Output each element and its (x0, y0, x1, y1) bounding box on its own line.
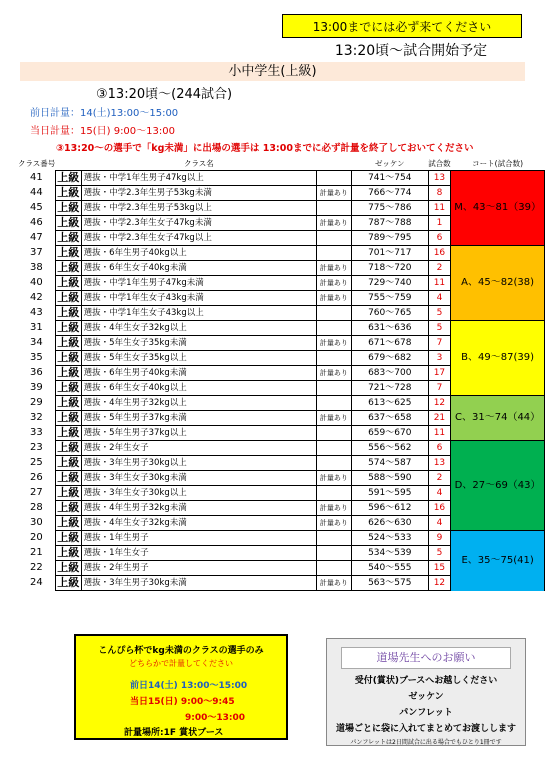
class-name: 選抜・中学1年生女子43kg未満 (81, 291, 316, 306)
class-name: 選抜・3年生女子30kg未満 (81, 471, 316, 486)
header-class-no: クラス番号 (18, 159, 56, 169)
weigh-box-title: こんぴら杯でkg未満のクラスの選手のみ (98, 646, 264, 656)
match-count: 3 (428, 351, 451, 366)
level-label: 上級 (57, 471, 80, 484)
class-name: 選抜・中学2.3年生男子53kg以上 (81, 201, 316, 216)
weigh-label (317, 306, 352, 321)
zekken-range: 631～636 (351, 321, 428, 336)
level-label: 上級 (57, 366, 80, 379)
match-count: 11 (428, 201, 451, 216)
request-note: パンフレットは2日間試合に出る場合でもひとり1冊です (350, 739, 502, 746)
weigh-label: 計量あり (317, 501, 352, 516)
level-label: 上級 (57, 201, 80, 214)
zekken-range: 556～562 (351, 441, 428, 456)
header-count: 試合数 (428, 159, 451, 168)
match-count: 21 (428, 411, 451, 426)
zekken-range: 789～795 (351, 231, 428, 246)
weigh-label (317, 456, 352, 471)
match-count: 4 (428, 291, 451, 306)
class-name: 選抜・中学2.3年生女子47kg以上 (81, 231, 316, 246)
weigh-label (317, 381, 352, 396)
level-label: 上級 (57, 291, 80, 304)
class-name: 選抜・5年生男子37kg未満 (81, 411, 316, 426)
match-count: 7 (428, 336, 451, 351)
weigh-label (317, 351, 352, 366)
zekken-range: 683～700 (351, 366, 428, 381)
zekken-range: 591～595 (351, 486, 428, 501)
class-no: 43 (30, 307, 43, 318)
table-row (18, 441, 545, 456)
request-box-title: 道場先生へのお願い (341, 647, 511, 669)
class-no: 47 (30, 232, 43, 243)
dojo-request-box (326, 638, 526, 746)
class-table-wrap (18, 158, 545, 591)
weigh-label: 計量あり (317, 276, 352, 291)
zekken-range: 659～670 (351, 426, 428, 441)
weigh-label: 計量あり (317, 261, 352, 276)
match-count: 12 (428, 396, 451, 411)
class-table (18, 158, 545, 591)
class-name: 選抜・中学1年生男子47kg以上 (81, 171, 316, 186)
class-name: 選抜・4年生女子32kg未満 (81, 516, 316, 531)
level-label: 上級 (57, 516, 80, 529)
zekken-range: 775～786 (351, 201, 428, 216)
class-name: 選抜・5年生女子35kg以上 (81, 351, 316, 366)
zekken-range: 760～765 (351, 306, 428, 321)
class-name: 選抜・3年生男子30kg未満 (81, 576, 316, 591)
zekken-range: 637～658 (351, 411, 428, 426)
zekken-range: 787～788 (351, 216, 428, 231)
zekken-range: 613～625 (351, 396, 428, 411)
table-row (18, 396, 545, 411)
table-row (18, 246, 545, 261)
zekken-range: 679～682 (351, 351, 428, 366)
request-line-2: ゼッケン (408, 692, 444, 702)
class-name: 選抜・6年生男子40kg未満 (81, 366, 316, 381)
match-count: 2 (428, 471, 451, 486)
level-label: 上級 (57, 186, 80, 199)
header-class-name: クラス名 (183, 159, 214, 168)
weigh-label: 計量あり (317, 366, 352, 381)
weigh-box-subtitle: どちらかで計量してください (129, 659, 233, 668)
match-count: 13 (428, 171, 451, 186)
zekken-range: 755～759 (351, 291, 428, 306)
class-name: 選抜・中学1年生女子43kg以上 (81, 306, 316, 321)
class-no: 42 (30, 292, 43, 303)
weigh-label (317, 441, 352, 456)
zekken-range: 626～630 (351, 516, 428, 531)
class-no: 29 (30, 397, 43, 408)
court-cell: B、49～87(39) (451, 321, 545, 396)
zekken-range: 741～754 (351, 171, 428, 186)
level-label: 上級 (57, 396, 80, 409)
match-count: 1 (428, 216, 451, 231)
class-no: 23 (30, 442, 43, 453)
weigh-label (317, 246, 352, 261)
level-label: 上級 (57, 411, 80, 424)
weigh-label: 計量あり (317, 291, 352, 306)
class-no: 28 (30, 502, 43, 513)
weigh-box-day: 当日15(日) 9:00～9:45 (130, 697, 235, 707)
level-label: 上級 (57, 306, 80, 319)
zekken-range: 563～575 (351, 576, 428, 591)
weigh-box-prev: 前日14(土) 13:00～15:00 (130, 681, 248, 691)
zekken-range: 540～555 (351, 561, 428, 576)
class-name: 選抜・3年生女子30kg以上 (81, 486, 316, 501)
weigh-label: 計量あり (317, 576, 352, 591)
match-count: 5 (428, 321, 451, 336)
zekken-range: 574～587 (351, 456, 428, 471)
class-name: 選抜・中学1年生男子47kg未満 (81, 276, 316, 291)
class-name: 選抜・6年生女子40kg以上 (81, 381, 316, 396)
weigh-label (317, 321, 352, 336)
court-cell: D、27～69（43） (451, 441, 545, 531)
level-label: 上級 (57, 216, 80, 229)
zekken-range: 701～717 (351, 246, 428, 261)
class-name: 選抜・4年生男子32kg以上 (81, 396, 316, 411)
level-label: 上級 (57, 336, 80, 349)
class-name: 選抜・2年生男子 (81, 561, 316, 576)
level-label: 上級 (57, 486, 80, 499)
level-label: 上級 (57, 426, 80, 439)
class-name: 選抜・5年生男子37kg以上 (81, 426, 316, 441)
match-count: 6 (428, 231, 451, 246)
start-time: 13:20頃～試合開始予定 (334, 43, 488, 59)
weigh-label: 計量あり (317, 471, 352, 486)
zekken-range: 721～728 (351, 381, 428, 396)
same-day-weigh: 当日計量：15(日) 9:00～13:00 (30, 126, 175, 137)
level-label: 上級 (57, 321, 80, 334)
weigh-label: 計量あり (317, 336, 352, 351)
block-line: ③13:20頃～(244試合) (96, 87, 233, 102)
level-label: 上級 (57, 231, 80, 244)
match-count: 7 (428, 381, 451, 396)
zekken-range: 718～720 (351, 261, 428, 276)
level-label: 上級 (57, 456, 80, 469)
weigh-label (317, 201, 352, 216)
match-count: 16 (428, 246, 451, 261)
class-no: 41 (30, 172, 43, 183)
zekken-range: 729～740 (351, 276, 428, 291)
weigh-box-place: 計量場所:1F 賞状ブース (124, 728, 224, 738)
table-header (18, 158, 545, 171)
section-title: 小中学生(上級) (20, 62, 525, 81)
class-no: 35 (30, 352, 43, 363)
court-cell: M、43～81（39） (451, 171, 545, 246)
match-count: 5 (428, 306, 451, 321)
weigh-label (317, 486, 352, 501)
weigh-label: 計量あり (317, 411, 352, 426)
match-count: 17 (428, 366, 451, 381)
class-no: 20 (30, 532, 43, 543)
level-label: 上級 (57, 441, 80, 454)
weigh-label (317, 171, 352, 186)
prev-day-weigh: 前日計量：14(土)13:00～15:00 (30, 108, 179, 119)
level-label: 上級 (57, 246, 80, 259)
level-label: 上級 (57, 381, 80, 394)
class-no: 36 (30, 367, 43, 378)
table-row (18, 321, 545, 336)
request-line-3: パンフレット (399, 708, 453, 718)
class-name: 選抜・6年生男子40kg以上 (81, 246, 316, 261)
class-no: 22 (30, 562, 43, 573)
level-label: 上級 (57, 576, 80, 589)
class-name: 選抜・4年生女子32kg以上 (81, 321, 316, 336)
weigh-label (317, 546, 352, 561)
match-count: 16 (428, 501, 451, 516)
class-no: 45 (30, 202, 43, 213)
match-count: 2 (428, 261, 451, 276)
match-count: 12 (428, 576, 451, 591)
class-no: 37 (30, 247, 43, 258)
match-count: 15 (428, 561, 451, 576)
zekken-range: 588～590 (351, 471, 428, 486)
level-label: 上級 (57, 531, 80, 544)
request-line-4: 道場ごとに袋に入れてまとめてお渡しします (335, 724, 516, 734)
match-count: 11 (428, 426, 451, 441)
class-name: 選抜・4年生男子32kg未満 (81, 501, 316, 516)
zekken-range: 671～678 (351, 336, 428, 351)
header-court: コート(試合数) (472, 159, 524, 168)
class-no: 26 (30, 472, 43, 483)
table-row (18, 531, 545, 546)
weigh-label: 計量あり (317, 216, 352, 231)
match-count: 13 (428, 456, 451, 471)
zekken-range: 596～612 (351, 501, 428, 516)
class-name: 選抜・5年生女子35kg未満 (81, 336, 316, 351)
match-count: 4 (428, 486, 451, 501)
class-name: 選抜・中学2.3年生男子53kg未満 (81, 186, 316, 201)
level-label: 上級 (57, 276, 80, 289)
table-row (18, 171, 545, 186)
level-label: 上級 (57, 171, 80, 184)
weigh-label (317, 396, 352, 411)
class-no: 27 (30, 487, 43, 498)
court-cell: C、31～74（44） (451, 396, 545, 441)
level-label: 上級 (57, 561, 80, 574)
level-label: 上級 (57, 351, 80, 364)
class-no: 21 (30, 547, 43, 558)
level-label: 上級 (57, 546, 80, 559)
arrival-notice: 13:00までには必ず来てください (282, 14, 522, 38)
weigh-box-day2: 9:00～13:00 (185, 713, 246, 723)
class-no: 40 (30, 277, 43, 288)
match-count: 6 (428, 441, 451, 456)
class-no: 24 (30, 577, 43, 588)
weigh-info-box (74, 634, 288, 740)
class-no: 38 (30, 262, 43, 273)
match-count: 4 (428, 516, 451, 531)
zekken-range: 524～533 (351, 531, 428, 546)
weigh-label: 計量あり (317, 516, 352, 531)
class-name: 選抜・2年生女子 (81, 441, 316, 456)
weigh-label: 計量あり (317, 186, 352, 201)
class-no: 44 (30, 187, 43, 198)
match-count: 9 (428, 531, 451, 546)
court-cell: A、45～82(38) (451, 246, 545, 321)
class-no: 46 (30, 217, 43, 228)
weigh-warning: ③13:20～の選手で「kg未満」に出場の選手は 13:00までに必ず計量を終了しておいてください (56, 143, 474, 154)
level-label: 上級 (57, 501, 80, 514)
header-zekken: ゼッケン (375, 159, 405, 168)
class-name: 選抜・1年生女子 (81, 546, 316, 561)
level-label: 上級 (57, 261, 80, 274)
match-count: 11 (428, 276, 451, 291)
class-no: 39 (30, 382, 43, 393)
match-count: 5 (428, 546, 451, 561)
class-no: 30 (30, 517, 43, 528)
class-no: 32 (30, 412, 43, 423)
weigh-label (317, 426, 352, 441)
weigh-label (317, 561, 352, 576)
zekken-range: 534～539 (351, 546, 428, 561)
weigh-label (317, 231, 352, 246)
zekken-range: 766～774 (351, 186, 428, 201)
class-name: 選抜・3年生男子30kg以上 (81, 456, 316, 471)
court-cell: E、35～75(41) (451, 531, 545, 591)
class-name: 選抜・6年生女子40kg未満 (81, 261, 316, 276)
class-name: 選抜・中学2.3年生女子47kg未満 (81, 216, 316, 231)
class-no: 31 (30, 322, 43, 333)
request-line-1: 受付(賞状)ブースへお越しください (354, 676, 498, 686)
class-no: 33 (30, 427, 43, 438)
weigh-label (317, 531, 352, 546)
class-no: 25 (30, 457, 43, 468)
match-count: 8 (428, 186, 451, 201)
class-no: 34 (30, 337, 43, 348)
class-name: 選抜・1年生男子 (81, 531, 316, 546)
